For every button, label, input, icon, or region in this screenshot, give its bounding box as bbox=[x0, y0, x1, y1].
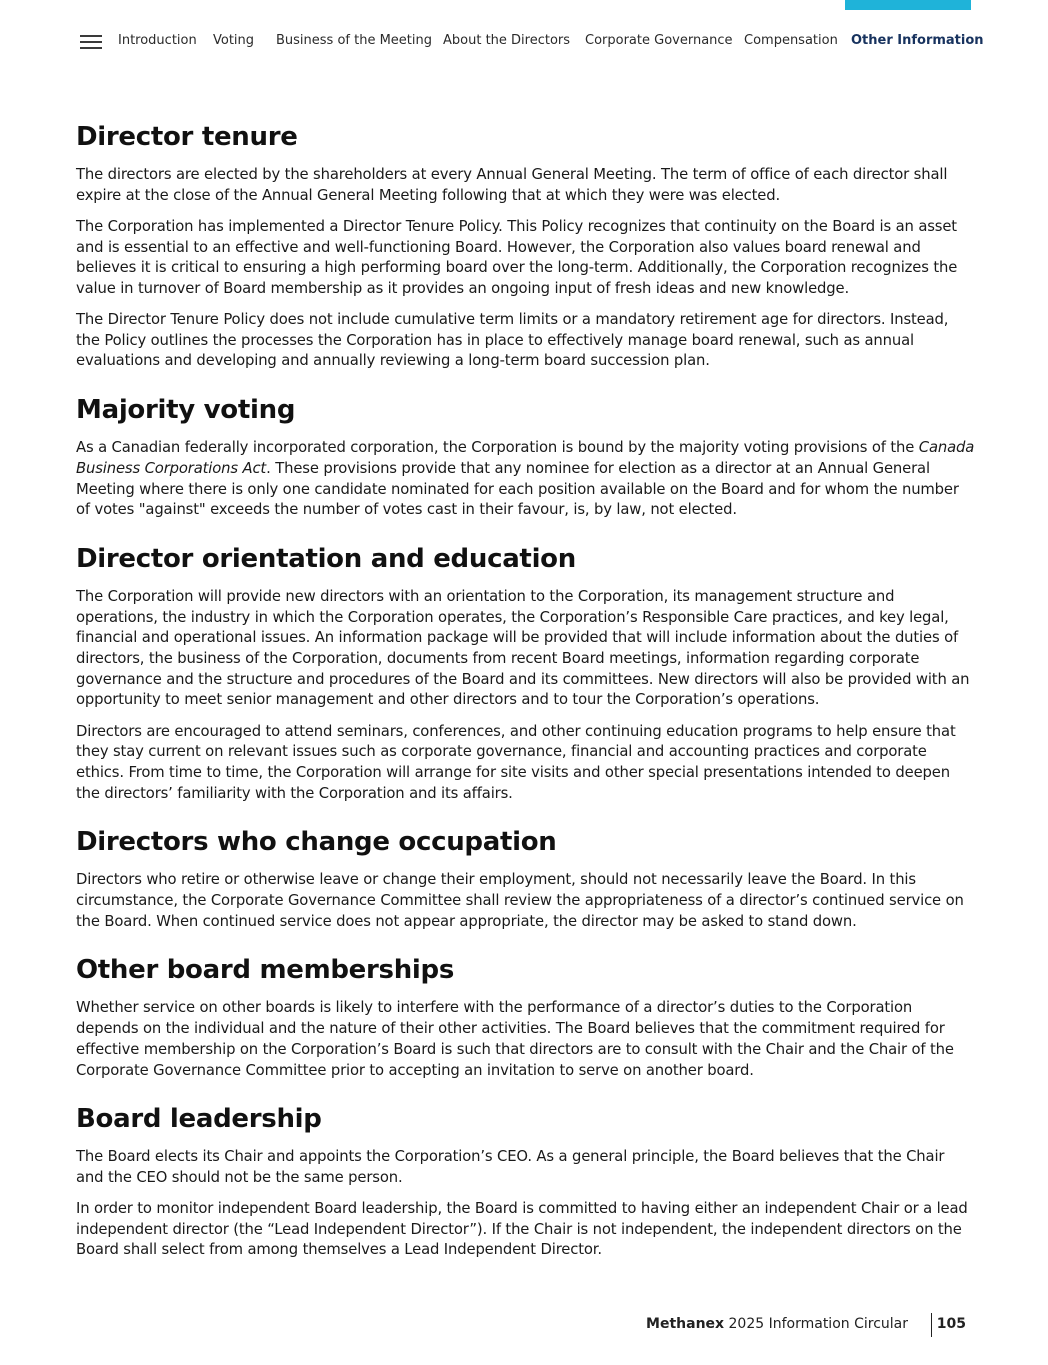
main-content bbox=[76, 118, 976, 1272]
paragraph: In order to monitor independent Board leadership, the Board is committed to having either an independent Chair or a lead independent director (the “Lead Independent Director”). If the Chair is not independent, the independent directors on the Board shall select from among themselves a Lead Independent Director. bbox=[76, 1200, 968, 1259]
section-director-orientation bbox=[76, 540, 976, 804]
nav-voting[interactable]: Voting bbox=[213, 33, 255, 48]
paragraph bbox=[76, 438, 976, 521]
paragraph: Whether service on other boards is likely to interfere with the performance of a director’s duties to the Corporation depends on the individual and the nature of their other activities. The Board believes that the commitment required for effective membership on the Corporation’s Board is such that directors are to consult with the Chair and the Chair of the Corporate Governance Committee prior to accepting an invitation to serve on another board. bbox=[76, 999, 954, 1079]
heading-majority-voting: Majority voting bbox=[76, 395, 296, 426]
footer-document-title bbox=[646, 1316, 908, 1332]
heading-director-orientation: Director orientation and education bbox=[76, 543, 576, 574]
section-directors-change-occupation bbox=[76, 823, 976, 932]
paragraph: The Corporation will provide new directors with an orientation to the Corporation, its management structure and operations, the industry in which the Corporation operates, the Corporation’s Responsible Care practices, and key legal, financial and operational issues. An information package will be provided that will include information about the duties of directors, the business of the Corporation, documents from recent Board meetings, information regarding corporate governance and the structure and procedures of the Board and its committees. New directors will also be provided with an opportunity to meet senior management and other directors and to tour the Corporation’s operations. bbox=[76, 587, 970, 709]
page-number: 105 bbox=[936, 1316, 966, 1332]
nav-other-information[interactable]: Other Information bbox=[851, 33, 984, 48]
paragraph: The Director Tenure Policy does not include cumulative term limits or a mandatory retirement age for directors. Instead, the Policy outlines the processes the Corporation has in place to effectively manage board renewal, such as annual evaluations and developing and annually reviewing a long-term board succession plan. bbox=[76, 311, 949, 370]
heading-board-leadership: Board leadership bbox=[76, 1104, 322, 1135]
nav-compensation[interactable]: Compensation bbox=[744, 33, 838, 48]
section-majority-voting bbox=[76, 391, 976, 521]
hamburger-menu-icon[interactable] bbox=[80, 35, 102, 49]
top-navigation bbox=[0, 28, 1048, 56]
footer-doc-title: 2025 Information Circular bbox=[728, 1316, 908, 1332]
nav-introduction[interactable]: Introduction bbox=[118, 33, 197, 48]
paragraph-text: As a Canadian federally incorporated corporation, the Corporation is bound by the majority voting provisions of the bbox=[76, 439, 919, 457]
paragraph: The Corporation has implemented a Director Tenure Policy. This Policy recognizes that continuity on the Board is an asset and is essential to an effective and well-functioning Board. However, the Corporation also values board renewal and believes it is critical to ensuring a high performing board over the long-term. Additionally, the Corporation recognizes the value in turnover of Board membership as it provides an ongoing input of fresh ideas and new knowledge. bbox=[76, 217, 958, 297]
paragraph: The Board elects its Chair and appoints the Corporation’s CEO. As a general principle, the Board believes that the Chair and the CEO should not be the same person. bbox=[76, 1148, 945, 1186]
nav-about-the-directors[interactable]: About the Directors bbox=[443, 33, 571, 48]
paragraph: Directors who retire or otherwise leave or change their employment, should not necessarily leave the Board. In this circumstance, the Corporate Governance Committee shall review the appropriateness of a director’s continued service on the Board. When continued service does not appear appropriate, the director may be asked to stand down. bbox=[76, 871, 964, 930]
nav-business-of-the-meeting[interactable]: Business of the Meeting bbox=[276, 33, 432, 48]
nav-corporate-governance[interactable]: Corporate Governance bbox=[585, 33, 733, 48]
heading-other-board-memberships: Other board memberships bbox=[76, 955, 455, 986]
page-footer bbox=[600, 1313, 970, 1337]
section-board-leadership bbox=[76, 1100, 976, 1261]
heading-directors-change-occupation: Directors who change occupation bbox=[76, 827, 557, 858]
paragraph: Directors are encouraged to attend seminars, conferences, and other continuing education programs to help ensure that they stay current on relevant issues such as corporate governance, financial and accounting practices and corporate ethics. From time to time, the Corporation will arrange for site visits and other special presentations intended to deepen the directors’ familiarity with the Corporation and its affairs. bbox=[76, 722, 956, 802]
section-director-tenure bbox=[76, 118, 976, 372]
section-other-board-memberships bbox=[76, 951, 976, 1081]
active-section-accent-tab bbox=[845, 0, 971, 10]
heading-director-tenure: Director tenure bbox=[76, 122, 298, 152]
paragraph-text: . These provisions provide that any nominee for election as a director at an Annual General Meeting where there is only one candidate nominated for each position available on the Board and for whom the number of votes "against" exceeds the number of votes cast in their favour, is, by law, not elected. bbox=[76, 459, 959, 519]
paragraph: The directors are elected by the shareholders at every Annual General Meeting. The term of office of each director shall expire at the close of the Annual General Meeting following that at which they were was elected. bbox=[76, 166, 948, 204]
act-title: Canada Business Corporations Act bbox=[76, 439, 975, 477]
footer-divider bbox=[931, 1313, 932, 1337]
footer-company: Methanex bbox=[646, 1316, 725, 1332]
